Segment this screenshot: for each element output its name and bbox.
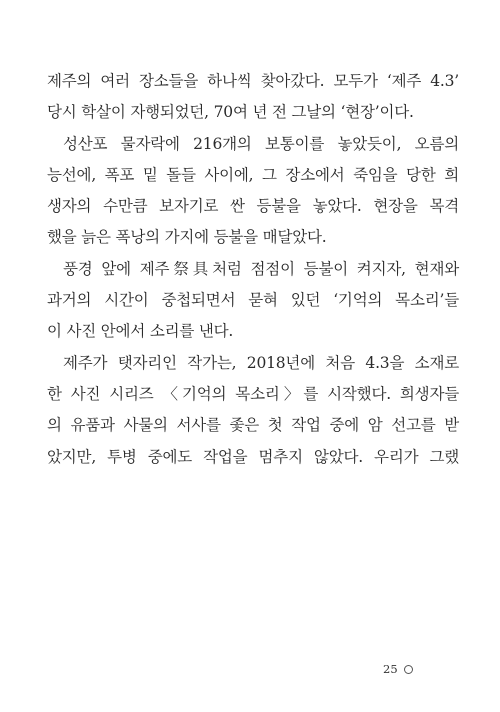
text-line: 능선에, 폭포 밑 돌들 사이에, 그 장소에서 죽임을 당한 희 bbox=[47, 165, 459, 184]
text-line: 았지만, 투병 중에도 작업을 멈추지 않았다. 우리가 그랬 bbox=[47, 447, 459, 466]
text-line: 제주가 탯자리인 작가는, 2018년에 처음 4.3을 소재로 bbox=[63, 353, 459, 372]
text-line: 의 유품과 사물의 서사를 좇은 첫 작업 중에 암 선고를 받 bbox=[47, 416, 459, 435]
text-line: 제주의 여러 장소들을 하나씩 찾아갔다. 모두가 ‘제주 4.3’ bbox=[47, 72, 459, 90]
text-line: 한 사진 시리즈 〈기억의 목소리〉를 시작했다. 희생자들 bbox=[47, 384, 459, 403]
text-line: 당시 학살이 자행되었던, 70여 년 전 그날의 ‘현장’이다. bbox=[47, 103, 414, 122]
page-number: 25 bbox=[383, 662, 398, 676]
text-line: 생자의 수만큼 보자기로 싼 등불을 놓았다. 현장을 목격 bbox=[47, 197, 459, 216]
text-line: 이 사진 안에서 소리를 낸다. bbox=[47, 322, 234, 341]
text-line: 풍경 앞에 제주祭具처럼 점점이 등불이 켜지자, 현재와 bbox=[63, 259, 459, 278]
text-line: 과거의 시간이 중첩되면서 묻혀 있던 ‘기억의 목소리’들 bbox=[47, 291, 459, 310]
page-footer bbox=[383, 661, 413, 677]
body-text bbox=[47, 66, 459, 473]
text-line: 했을 늙은 폭낭의 가지에 등불을 매달았다. bbox=[47, 228, 327, 247]
circle-outline-icon bbox=[404, 665, 413, 674]
text-line: 성산포 물자락에 216개의 보통이를 놓았듯이, 오름의 bbox=[63, 134, 459, 153]
